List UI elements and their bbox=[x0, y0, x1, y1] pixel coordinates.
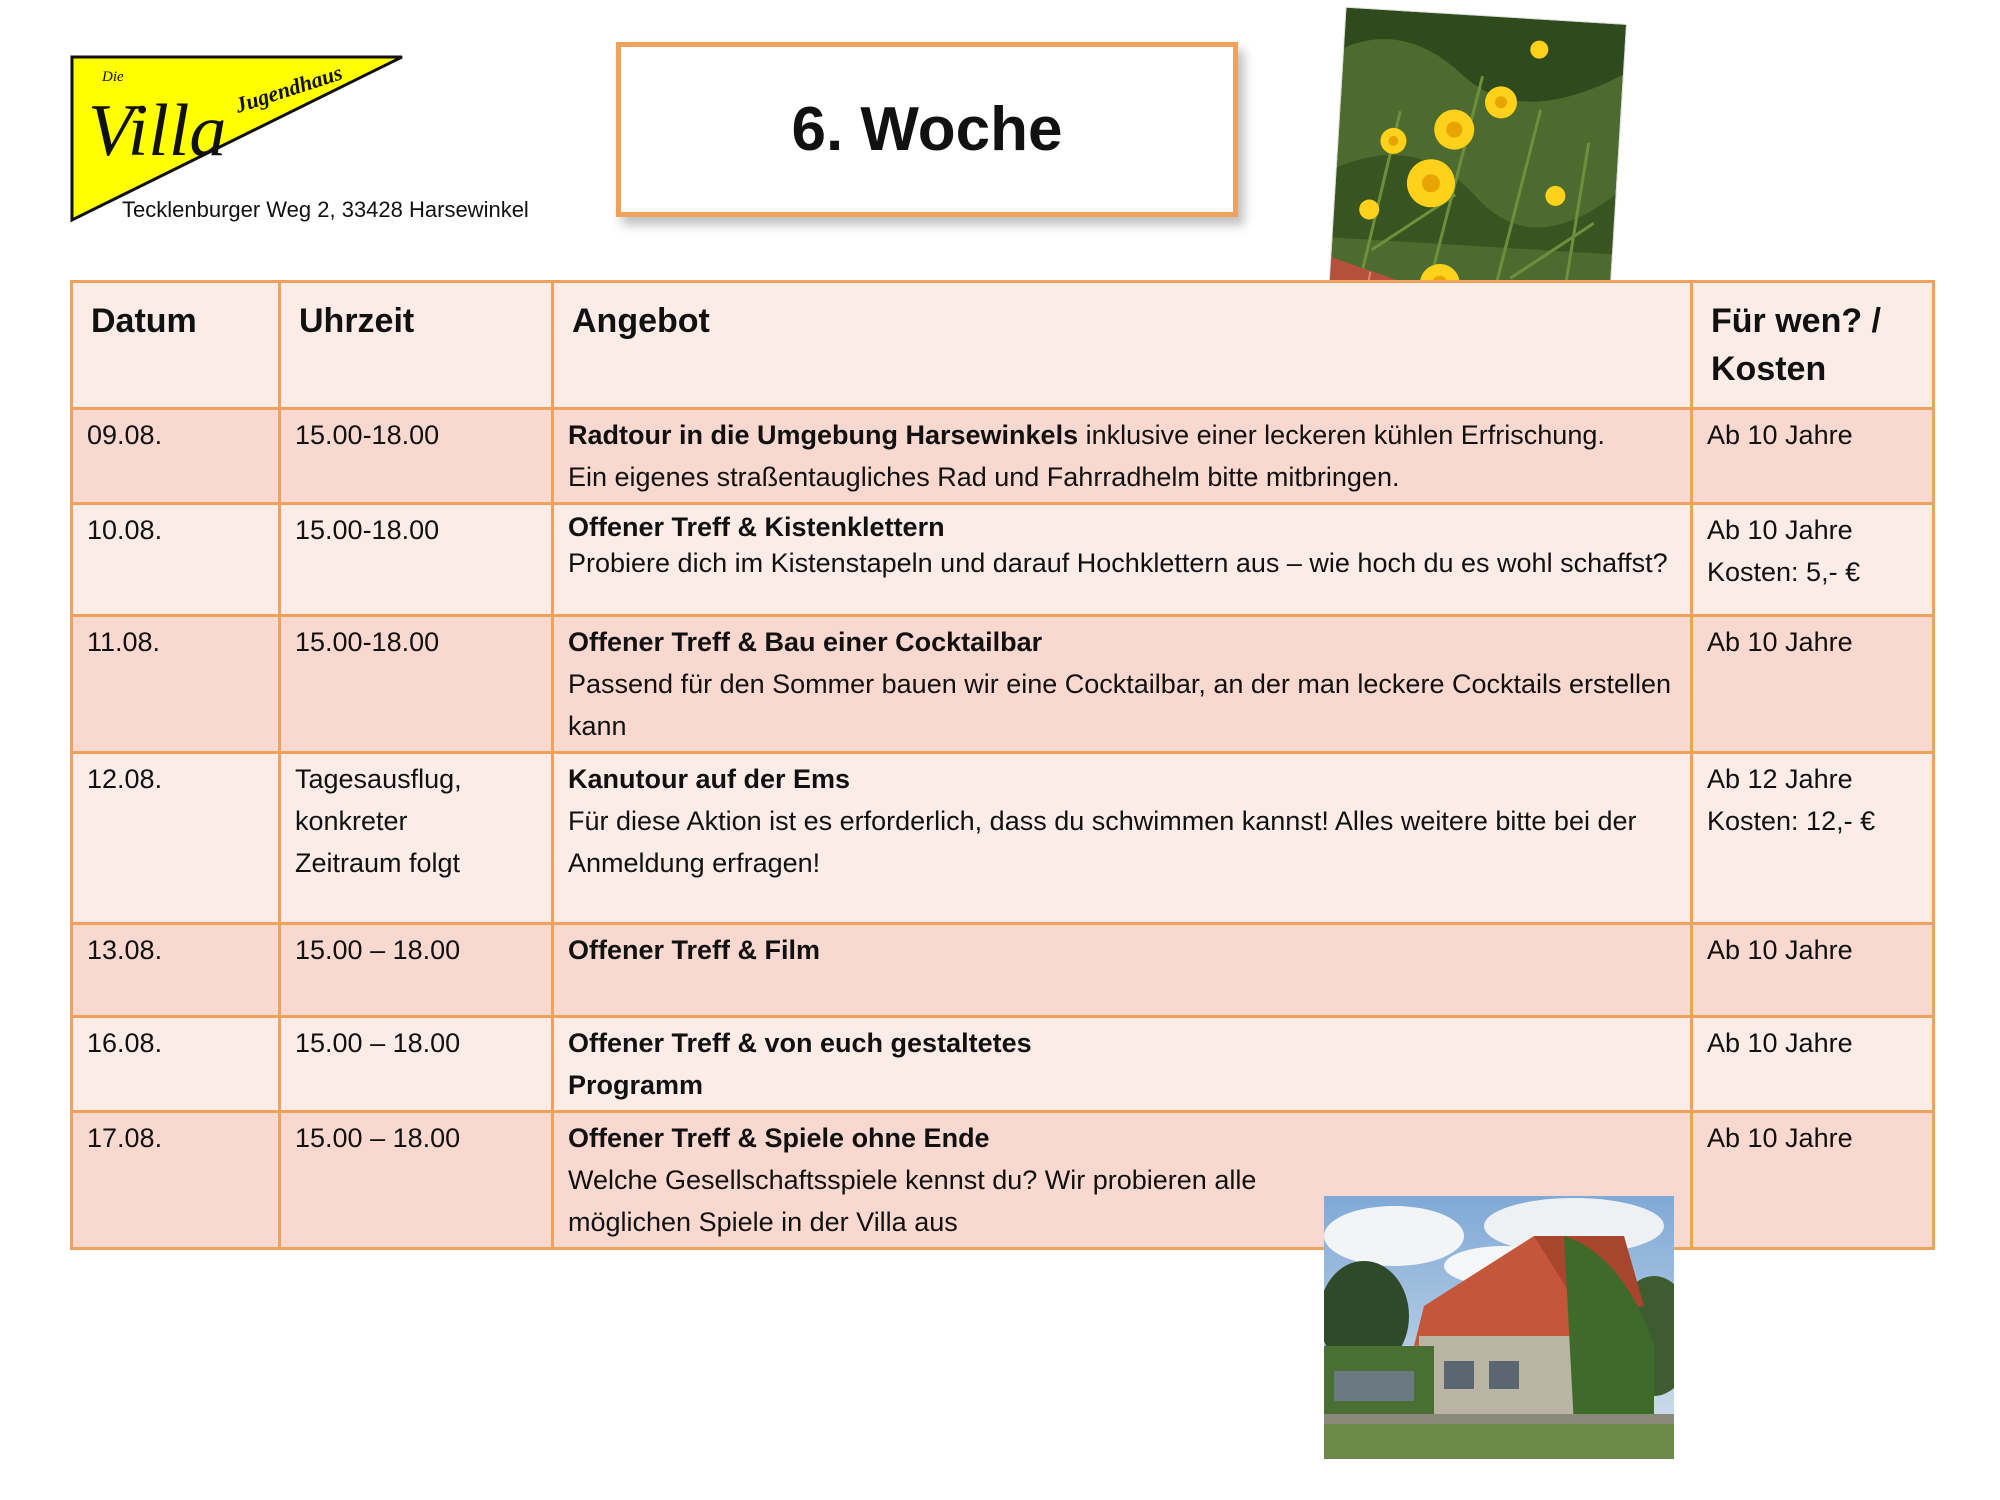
offer-title-suffix: inklusive einer leckeren kühlen Erfrischung. bbox=[1078, 420, 1605, 450]
table-row bbox=[72, 753, 1934, 924]
target-age: Ab 10 Jahre bbox=[1707, 935, 1853, 965]
offer-title: Offener Treff & Spiele ohne Ende bbox=[568, 1123, 990, 1153]
logo-side-text: Jugendhaus bbox=[231, 59, 346, 118]
offer-title: Kanutour auf der Ems bbox=[568, 764, 851, 794]
cell-target bbox=[1692, 924, 1934, 1017]
offer-description: Probiere dich im Kistenstapeln und darauf Hochklettern aus – wie hoch du es wohl schaffst? bbox=[568, 548, 1668, 578]
cell-target bbox=[1692, 616, 1934, 753]
header-uhrzeit: Uhrzeit bbox=[280, 282, 553, 409]
cell-time: 15.00-18.00 bbox=[280, 504, 553, 616]
target-age: Ab 10 Jahre bbox=[1707, 1123, 1853, 1153]
cell-offer bbox=[553, 1017, 1692, 1112]
offer-title: Offener Treff & von euch gestaltetes Programm bbox=[568, 1028, 1032, 1100]
target-age: Ab 10 Jahre bbox=[1707, 420, 1853, 450]
offer-description: Passend für den Sommer bauen wir eine Cocktailbar, an der man leckere Cocktails erstellen kann bbox=[568, 669, 1672, 741]
offer-description: Ein eigenes straßentaugliches Rad und Fahrradhelm bitte mitbringen. bbox=[568, 462, 1400, 492]
cell-time: Tagesausflug, konkreter Zeitraum folgt bbox=[280, 753, 553, 924]
logo-main-text: Villa bbox=[88, 90, 227, 172]
header-angebot: Angebot bbox=[553, 282, 1692, 409]
offer-description: Welche Gesellschaftsspiele kennst du? Wir probieren alle möglichen Spiele in der Villa aus bbox=[568, 1165, 1257, 1237]
table-header-row bbox=[72, 282, 1934, 409]
cell-time: 15.00 – 18.00 bbox=[280, 1017, 553, 1112]
offer-title: Radtour in die Umgebung Harsewinkels bbox=[568, 420, 1079, 450]
cell-target bbox=[1692, 409, 1934, 504]
table-row bbox=[72, 409, 1934, 504]
address: Tecklenburger Weg 2, 33428 Harsewinkel bbox=[122, 197, 529, 222]
offer-title: Offener Treff & Film bbox=[568, 935, 821, 965]
offer-title: Offener Treff & Bau einer Cocktailbar bbox=[568, 627, 1043, 657]
cell-time: 15.00-18.00 bbox=[280, 616, 553, 753]
offer-title: Offener Treff & Kistenklettern bbox=[568, 512, 945, 542]
table-row bbox=[72, 924, 1934, 1017]
cell-offer bbox=[553, 753, 1692, 924]
cell-target bbox=[1692, 1112, 1934, 1249]
table-row bbox=[72, 504, 1934, 616]
target-age: Ab 10 Jahre bbox=[1707, 515, 1853, 545]
cell-date: 10.08. bbox=[72, 504, 280, 616]
cell-date: 16.08. bbox=[72, 1017, 280, 1112]
table-row bbox=[72, 1017, 1934, 1112]
cell-date: 17.08. bbox=[72, 1112, 280, 1249]
header-fuer-wen-kosten: Für wen? / Kosten bbox=[1692, 282, 1934, 409]
target-cost: Kosten: 5,- € bbox=[1707, 557, 1861, 587]
target-age: Ab 10 Jahre bbox=[1707, 627, 1853, 657]
cell-offer bbox=[553, 409, 1692, 504]
table-row bbox=[72, 616, 1934, 753]
cell-offer bbox=[553, 504, 1692, 616]
cell-time: 15.00-18.00 bbox=[280, 409, 553, 504]
cell-target bbox=[1692, 1017, 1934, 1112]
page-title: 6. Woche bbox=[791, 95, 1063, 164]
cell-date: 11.08. bbox=[72, 616, 280, 753]
title-box bbox=[616, 42, 1238, 217]
target-age: Ab 12 Jahre bbox=[1707, 764, 1853, 794]
schedule-table bbox=[70, 280, 1935, 1250]
cell-offer bbox=[553, 616, 1692, 753]
header-datum: Datum bbox=[72, 282, 280, 409]
villa-house-photo bbox=[1324, 1196, 1674, 1459]
cell-target bbox=[1692, 753, 1934, 924]
cell-date: 13.08. bbox=[72, 924, 280, 1017]
offer-description: Für diese Aktion ist es erforderlich, dass du schwimmen kannst! Alles weitere bitte bei der Anmeldung erfragen! bbox=[568, 806, 1637, 878]
target-cost: Kosten: 12,- € bbox=[1707, 806, 1876, 836]
target-age: Ab 10 Jahre bbox=[1707, 1028, 1853, 1058]
logo-small-text: Die bbox=[102, 69, 124, 85]
cell-date: 12.08. bbox=[72, 753, 280, 924]
cell-time: 15.00 – 18.00 bbox=[280, 924, 553, 1017]
cell-date: 09.08. bbox=[72, 409, 280, 504]
cell-offer bbox=[553, 924, 1692, 1017]
cell-target bbox=[1692, 504, 1934, 616]
cell-time: 15.00 – 18.00 bbox=[280, 1112, 553, 1249]
